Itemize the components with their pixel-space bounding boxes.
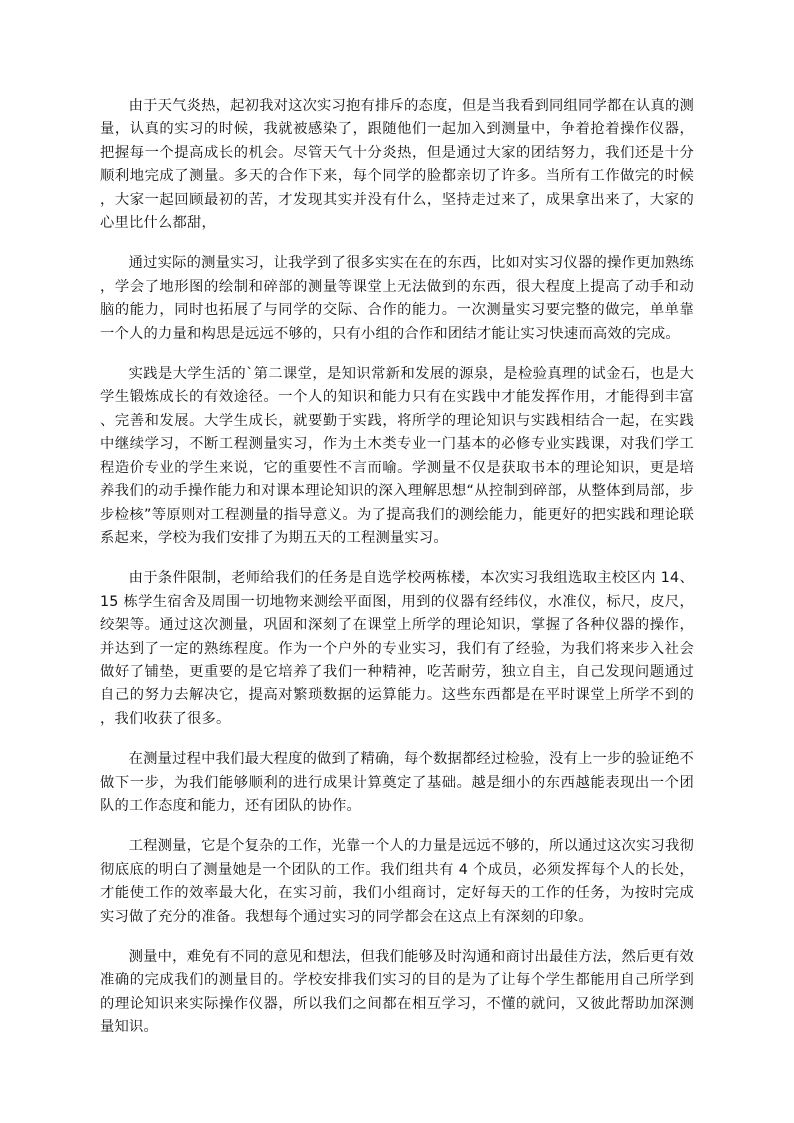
paragraph-1: 由于天气炎热，起初我对这次实习抱有排斥的态度，但是当我看到同组同学都在认真的测量，认真的实习的时候，我就被感染了，跟随他们一起加入到测量中，争着抢着操作仪器，把握每一个提高成长的机会。尽管天气十分炎热，但是通过大家的团结努力，我们还是十分顺利地完成了测量。多天的合作下来，每个同学的脸都亲切了许多。当所有工作做完的时候，大家一起回顾最初的苦，才发现其实并没有什么，坚持走过来了，成果拿出来了，大家的心里比什么都甜， <box>100 98 694 232</box>
document-body <box>100 95 694 1057</box>
paragraph-5: 在测量过程中我们最大程度的做到了精确，每个数据都经过检验，没有上一步的验证绝不做下一步，为我们能够顺利的进行成果计算奠定了基础。越是细小的东西越能表现出一个团队的工作态度和能力，还有团队的协作。 <box>100 751 694 814</box>
paragraph-6: 工程测量，它是个复杂的工作，光靠一个人的力量是远远不够的，所以通过这次实习我彻彻底底的明白了测量她是一个团队的工作。我们组共有 4 个成员，必须发挥每个人的长处，才能使工作的效率最大化，在实习前，我们小组商讨，定好每天的工作的任务，为按时完成实习做了充分的准备。我想每个通过实习的同学都会在这点上有深刻的印象。 <box>100 838 694 925</box>
paragraph-7: 测量中，难免有不同的意见和想法，但我们能够及时沟通和商讨出最佳方法，然后更有效准确的完成我们的测量目的。学校安排我们实习的目的是为了让每个学生都能用自己所学到的理论知识来实际操作仪器，所以我们之间都在相互学习，不懂的就问，又彼此帮助加深测量知识。 <box>100 949 694 1036</box>
paragraph-4: 由于条件限制，老师给我们的任务是自选学校两栋楼，本次实习我组选取主校区内 14、15 栋学生宿舍及周围一切地物来测绘平面图，用到的仪器有经纬仪，水准仪，标尺，皮尺，绞架等。通过这次测量，巩固和深刻了在课堂上所学的理论知识，掌握了各种仪器的操作，并达到了一定的熟练程度。作为一个户外的专业实习，我们有了经验，为我们将来步入社会做好了铺垫，更重要的是它培养了我们一种精神，吃苦耐劳，独立自主，自己发现问题通过自己的努力去解决它，提高对繁琐数据的运算能力。这些东西都是在平时课堂上所学不到的，我们收获了很多。 <box>100 570 694 727</box>
paragraph-2: 通过实际的测量实习，让我学到了很多实实在在的东西，比如对实习仪器的操作更加熟练，学会了地形图的绘制和碎部的测量等课堂上无法做到的东西，很大程度上提高了动手和动脑的能力，同时也拓展了与同学的交际、合作的能力。一次测量实习要完整的做完，单单靠一个人的力量和构思是远远不够的，只有小组的合作和团结才能让实习快速而高效的完成。 <box>100 255 694 342</box>
paragraph-3: 实践是大学生活的`第二课堂，是知识常新和发展的源泉，是检验真理的试金石，也是大学生锻炼成长的有效途径。一个人的知识和能力只有在实践中才能发挥作用，才能得到丰富、完善和发展。大学生成长，就要勤于实践，将所学的理论知识与实践相结合一起，在实践中继续学习，不断工程测量实习，作为土木类专业一门基本的必修专业实践课，对我们学工程造价专业的学生来说，它的重要性不言而喻。学测量不仅是获取书本的理论知识，更是培养我们的动手操作能力和对课本理论知识的深入理解思想“从控制到碎部，从整体到局部，步步检核”等原则对工程测量的指导意义。为了提高我们的测绘能力，能更好的把实践和理论联系起来，学校为我们安排了为期五天的工程测量实习。 <box>100 366 694 546</box>
